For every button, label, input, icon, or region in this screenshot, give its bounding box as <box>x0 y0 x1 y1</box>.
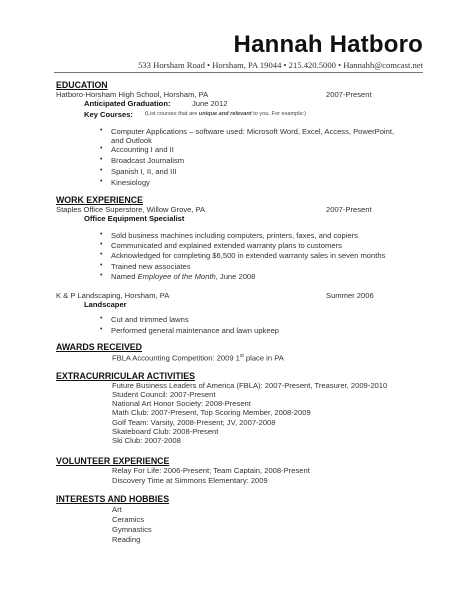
activity-item: Golf Team: Varsity, 2008-Present; JV, 2007-2008 <box>112 418 276 427</box>
interests-heading: INTERESTS AND HOBBIES <box>56 494 170 504</box>
bullet: • <box>100 178 103 185</box>
bullet: • <box>100 167 103 174</box>
award-text: FBLA Accounting Competition: 2009 1 <box>112 353 240 363</box>
awards-heading: AWARDS RECEIVED <box>56 342 143 352</box>
work-heading: WORK EXPERIENCE <box>56 195 144 205</box>
job1-duty: Acknowledged for completing $6,500 in extended warranty sales in seven months <box>111 251 386 260</box>
graduation-label: Anticipated Graduation: <box>84 99 171 108</box>
job1-duty: Trained new associates <box>111 262 191 271</box>
bullet: • <box>100 231 103 238</box>
graduation-value: June 2012 <box>192 99 228 108</box>
key-courses-label: Key Courses: <box>84 110 133 119</box>
bullet: • <box>100 145 103 152</box>
job1-duty: Sold business machines including computers, printers, faxes, and copiers <box>111 231 358 240</box>
interest-item: Art <box>112 505 122 514</box>
volunteer-item: Discovery Time at Simmons Elementary: 2009 <box>112 476 268 485</box>
award-item <box>112 352 284 363</box>
course-item: Kinesiology <box>111 178 150 187</box>
job1-employer: Staples Office Superstore, Willow Grove, PA <box>56 205 206 214</box>
interest-item: Gymnastics <box>112 525 152 534</box>
activity-item: National Art Honor Society: 2008-Present <box>112 399 251 408</box>
bullet: • <box>100 241 103 248</box>
job1-duty <box>111 272 255 281</box>
named-award: Employee of the Month <box>137 272 216 281</box>
job2-title: Landscaper <box>84 300 127 309</box>
key-courses-note: (List courses that are unique and relevant to you. For example:) <box>145 111 307 117</box>
named-suffix: , June 2008 <box>215 272 256 281</box>
course-item: Spanish I, II, and III <box>111 167 177 176</box>
course-item: Computer Applications – software used: Microsoft Word, Excel, Access, PowerPoint, <box>111 127 395 136</box>
activity-item: Student Council: 2007-Present <box>112 390 216 399</box>
job2-dates: Summer 2006 <box>326 291 374 300</box>
bullet: • <box>100 156 103 163</box>
bullet: • <box>100 326 103 333</box>
interest-item: Ceramics <box>112 515 145 524</box>
volunteer-item: Relay For Life: 2006-Present; Team Captain, 2008-Present <box>112 466 310 475</box>
contact-line: 533 Horsham Road • Horsham, PA 19044 • 215.420.5000 • Hannahh@comcast.net <box>138 60 423 70</box>
job1-title: Office Equipment Specialist <box>84 214 185 223</box>
activity-item: Ski Club: 2007-2008 <box>112 436 181 445</box>
bullet: • <box>100 251 103 258</box>
extracurricular-heading: EXTRACURRICULAR ACTIVITIES <box>56 371 195 381</box>
activity-item: Future Business Leaders of America (FBLA): 2007-Present, Treasurer, 2009-2010 <box>112 381 388 390</box>
job2-duty: Performed general maintenance and lawn upkeep <box>111 326 280 335</box>
course-item: Broadcast Journalism <box>111 156 185 165</box>
resume-name: Hannah Hatboro <box>233 31 423 58</box>
bullet: • <box>100 262 103 269</box>
job2-duty: Cut and trimmed lawns <box>111 315 189 324</box>
volunteer-heading: VOLUNTEER EXPERIENCE <box>56 456 170 466</box>
job2-employer: K & P Landscaping, Horsham, PA <box>56 291 170 300</box>
award-ordinal: st <box>239 353 244 359</box>
bullet: • <box>100 127 103 134</box>
course-item: Accounting I and II <box>111 145 174 154</box>
education-heading: EDUCATION <box>56 80 108 90</box>
job1-dates: 2007-Present <box>326 205 372 214</box>
activity-item: Skateboard Club: 2008-Present <box>112 427 219 436</box>
bullet: • <box>100 272 103 279</box>
header-divider <box>54 72 423 73</box>
award-suffix: place in PA <box>243 353 284 363</box>
job1-duty: Communicated and explained extended warranty plans to customers <box>111 241 342 250</box>
education-school: Hatboro-Horsham High School, Horsham, PA <box>56 90 209 99</box>
bullet: • <box>100 315 103 322</box>
course-item-continued: and Outlook <box>111 136 152 145</box>
activity-item: Math Club: 2007-Present, Top Scoring Member, 2008-2009 <box>112 408 311 417</box>
interest-item: Reading <box>112 535 141 544</box>
education-dates: 2007-Present <box>326 90 372 99</box>
named-prefix: Named <box>111 272 138 281</box>
